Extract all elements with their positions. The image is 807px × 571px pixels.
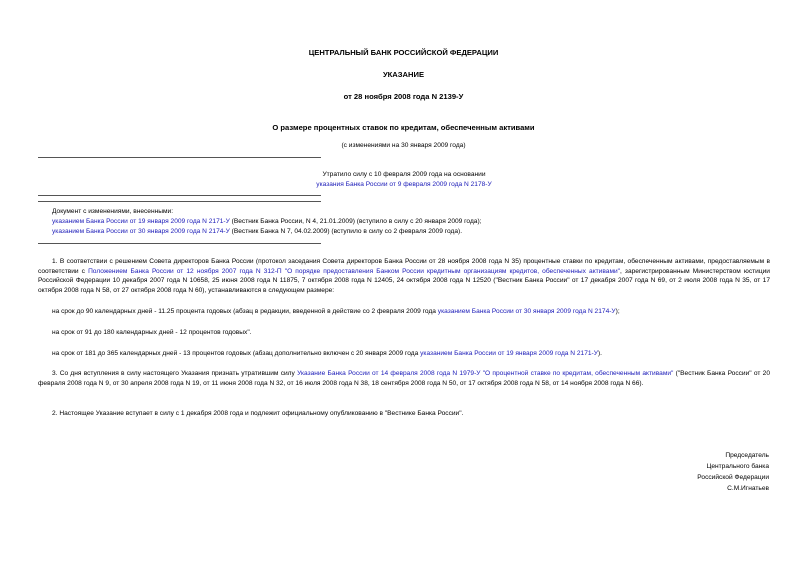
divider [38,195,321,196]
paragraph-3 [38,369,770,388]
paragraph-1-text-cont: , зарегистрированным Министерством юстиции Российской Федерации 10 декабря 2007 года N 10658, 25 июня 2008 года N 11875, 7 октября 2008 года N 12405, 24 октября 2008 года N 12520 ("Вестник Банка России" от 17 декабря 2007 года N 69, от 2 июля 2008 года N 35, от 17 октября 2008 года N 58, от 27 октября 2008 года N 60), устанавливаются в следующем размере: [38,267,770,294]
signature-title-3: Российской Федерации [697,474,769,481]
change-link-2174[interactable]: указанием Банка России от 30 января 2009 года N 2174-У [52,228,230,235]
amendments-note: (с изменениями на 30 января 2009 года) [341,142,466,149]
rate-1-text: на срок до 90 календарных дней - 11.25 процента годовых (абзац в редакции, введенной в действие со 2 февраля 2009 года [52,308,438,315]
rate-3-link[interactable]: указанием Банка России от 19 января 2009 года N 2171-У [420,350,598,357]
regulation-1979u-link[interactable]: Указание Банка России от 14 февраля 2008 года N 1979-У "О процентной ставке по кредитам, обеспеченным активами" [297,370,674,377]
signature-title-1: Председатель [725,452,769,459]
regulation-312p-link[interactable]: Положением Банка России от 12 ноября 2007 года N 312-П "О порядке предоставления Банком России кредитным организациям кредитов, обеспеченных активами" [88,267,621,275]
paragraph-1-text: 1. В соответствии с решением Совета директоров Банка России (протокол заседания Совета директоров Банка России от 28 ноября 2008 года N 35) процентные ставки по кредитам, обеспеченным активами, предоставляемым в соответствии с [38,258,770,275]
changes-intro: Документ с изменениями, внесенными: [52,208,174,215]
lost-force-link[interactable]: указания Банка России от 9 февраля 2009 года N 2178-У [316,181,492,188]
changes-item [52,217,770,227]
changes-item [52,227,770,237]
paragraph-3-text: 3. Со дня вступления в силу настоящего Указания признать утратившим силу [52,370,298,377]
signature-name: С.М.Игнатьев [727,485,769,492]
divider [38,201,321,202]
document-type: УКАЗАНИЕ [382,70,425,79]
rate-3-end: ). [597,350,602,357]
change-text: (Вестник Банка России, N 4, 21.01.2009) (вступило в силу с 20 января 2009 года); [229,218,482,225]
rate-3-text: на срок от 181 до 365 календарных дней - 13 процентов годовых (абзац дополнительно включен с 20 января 2009 года [52,350,421,357]
change-link-2171[interactable]: указанием Банка России от 19 января 2009 года N 2171-У [52,218,230,225]
divider [38,243,321,244]
rate-item-3 [52,349,770,359]
document-date-number: от 28 ноября 2008 года N 2139-У [343,92,464,101]
document-title: О размере процентных ставок по кредитам, обеспеченным активами [272,123,535,132]
paragraph-2: 2. Настоящее Указание вступает в силу с 1 декабря 2008 года и подлежит официальному опубликованию в "Вестнике Банка России". [52,410,464,417]
divider [38,157,321,158]
lost-force-text: Утратило силу с 10 февраля 2009 года на основании [322,171,486,178]
paragraph-3-text-cont: ("Вестник Банка России" от 20 февраля 2008 года N 9, от 30 апреля 2008 года N 19, от 11 июня 2008 года N 32, от 16 июля 2008 года N 38, 18 сентября 2008 года N 50, от 17 октября 2008 года N 58, от 14 ноября 2008 года N 66). [38,370,770,387]
rate-1-link[interactable]: указанием Банка России от 30 января 2009 года N 2174-У [437,308,616,315]
lost-force-link-wrap [38,180,770,190]
rate-item-2: на срок от 91 до 180 календарных дней - 12 процентов годовых". [52,329,252,336]
bank-name: ЦЕНТРАЛЬНЫЙ БАНК РОССИЙСКОЙ ФЕДЕРАЦИИ [308,48,499,57]
signature-title-2: Центрального банка [706,463,769,470]
change-text: (Вестник Банка N 7, 04.02.2009) (вступило в силу со 2 февраля 2009 года). [229,228,463,235]
paragraph-1 [38,257,770,295]
rate-item-1 [52,307,770,317]
rate-1-end: ); [615,308,620,315]
